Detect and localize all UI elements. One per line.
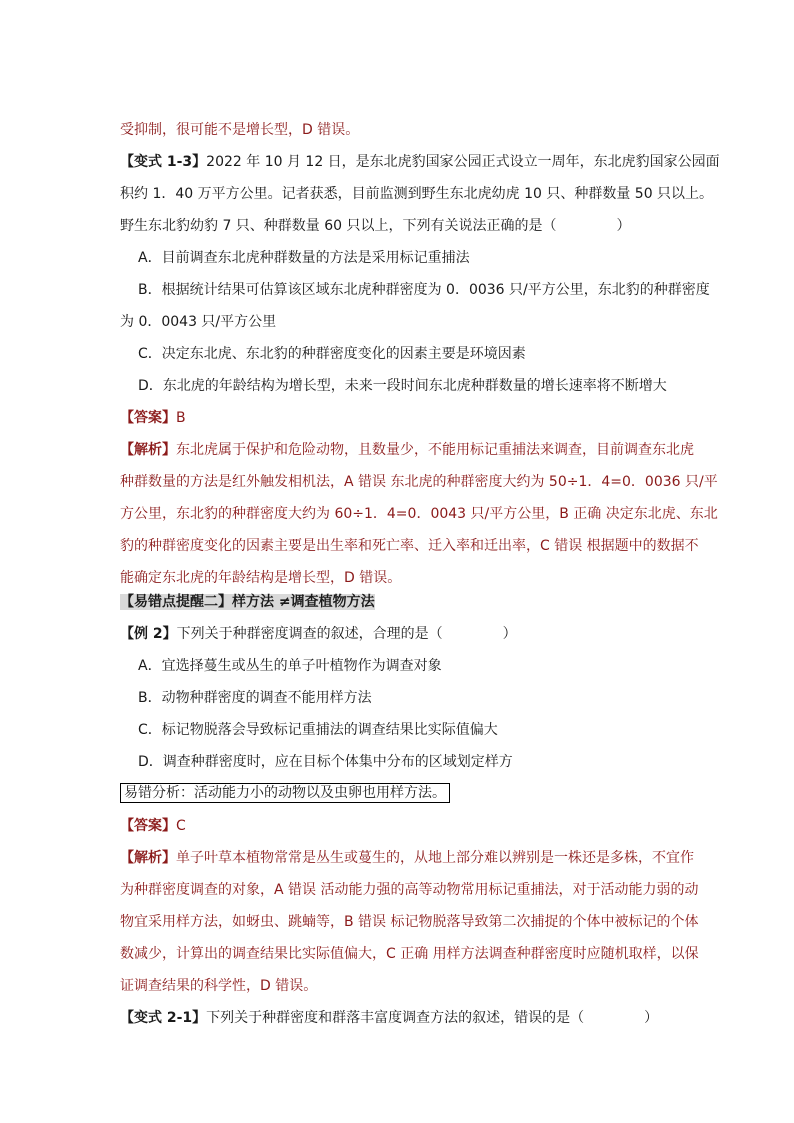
variant-2-1-tag: 【变式 2-1】 [120, 1010, 207, 1026]
analysis-1-line-5: 能确定东北虎的年龄结构是增长型，D 错误。 [120, 570, 402, 586]
example-2-stem: 【例 2】下列关于种群密度调查的叙述，合理的是（ ） [120, 626, 517, 642]
example-2-option-d: D．调查种群密度时，应在目标个体集中分布的区域划定样方 [138, 754, 513, 770]
variant-1-3-option-a: A．目前调查东北虎种群数量的方法是采用标记重捕法 [138, 250, 470, 266]
analysis-1-line-1: 【解析】东北虎属于保护和危险动物，且数量少，不能用标记重捕法来调查，目前调查东北虎 [120, 442, 694, 458]
answer-2: 【答案】C [120, 818, 186, 834]
analysis-1-line-2: 种群数量的方法是红外触发相机法，A 错误 东北虎的种群密度大约为 50÷1．4=0．0036 只/平 [120, 474, 718, 490]
variant-1-3-tag: 【变式 1-3】 [120, 154, 207, 170]
example-2-option-a: A．宜选择蔓生或丛生的单子叶植物作为调查对象 [138, 658, 442, 674]
analysis-2-line-2: 为种群密度调查的对象，A 错误 活动能力强的高等动物常用标记重捕法，对于活动能力弱的动 [120, 882, 699, 898]
tip-heading: 【易错点提醒二】样方法 ≠调查植物方法 [120, 594, 375, 610]
example-2-tag: 【例 2】 [120, 626, 177, 642]
analysis-2-line-5: 证调查结果的科学性，D 错误。 [120, 978, 318, 994]
variant-1-3-option-b-cont: 为 0．0043 只/平方公里 [120, 314, 277, 330]
analysis-2-line-3: 物宜采用样方法，如蚜虫、跳蝻等，B 错误 标记物脱落导致第二次捕捉的个体中被标记的个体 [120, 914, 699, 930]
variant-1-3-stem-line-3: 野生东北豹幼豹 7 只、种群数量 60 只以上，下列有关说法正确的是（ ） [120, 218, 631, 234]
variant-1-3-option-b: B．根据统计结果可估算该区域东北虎种群密度为 0．0036 只/平方公里，东北豹的种群密度 [138, 282, 710, 298]
analysis-1-line-4: 豹的种群密度变化的因素主要是出生率和死亡率、迁入率和迁出率，C 错误 根据题中的数据不 [120, 538, 699, 554]
variant-1-3-stem-line-2: 积约 1．40 万平方公里。记者获悉，目前监测到野生东北虎幼虎 10 只、种群数量 50 只以上。 [120, 186, 714, 202]
example-2-option-b: B．动物种群密度的调查不能用样方法 [138, 690, 372, 706]
variant-2-1-stem: 【变式 2-1】下列关于种群密度和群落丰富度调查方法的叙述，错误的是（ ） [120, 1010, 659, 1026]
analysis-2-line-1: 【解析】单子叶草本植物常常是丛生或蔓生的，从地上部分难以辨别是一株还是多株，不宜作 [120, 850, 694, 866]
answer-tag: 【答案】 [120, 410, 176, 426]
prev-analysis-tail: 受抑制，很可能不是增长型，D 错误。 [120, 122, 360, 138]
analysis-tag: 【解析】 [120, 442, 176, 458]
error-analysis-box: 易错分析：活动能力小的动物以及虫卵也用样方法。 [120, 783, 700, 803]
variant-1-3-option-c: C．决定东北虎、东北豹的种群密度变化的因素主要是环境因素 [138, 346, 526, 362]
analysis-1-line-3: 方公里，东北豹的种群密度大约为 60÷1．4=0．0043 只/平方公里，B 正确 决定东北虎、东北 [120, 506, 718, 522]
variant-1-3-option-d: D．东北虎的年龄结构为增长型，未来一段时间东北虎种群数量的增长速率将不断增大 [138, 378, 667, 394]
analysis-2-line-4: 数减少，计算出的调查结果比实际值偏大，C 正确 用样方法调查种群密度时应随机取样，以保 [120, 946, 699, 962]
answer-1: 【答案】B [120, 410, 186, 426]
variant-1-3-stem-line-1: 【变式 1-3】2022 年 10 月 12 日，是东北虎豹国家公园正式设立一周年，东北虎豹国家公园面 [120, 154, 720, 170]
example-2-option-c: C．标记物脱落会导致标记重捕法的调查结果比实际值偏大 [138, 722, 498, 738]
